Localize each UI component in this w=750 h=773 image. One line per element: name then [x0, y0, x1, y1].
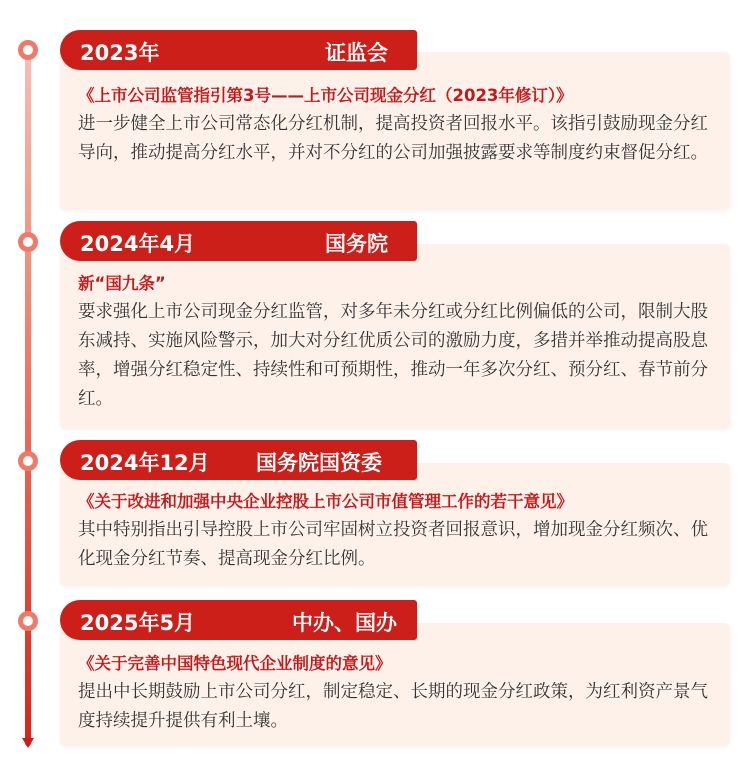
timeline-dot-icon	[18, 451, 38, 471]
entry-doc-title: 《上市公司监管指引第3号——上市公司现金分红（2023年修订）》	[78, 86, 573, 105]
entry-description: 进一步健全上市公司常态化分红机制，提高投资者回报水平。该指引鼓励现金分红导向，推动提高分红水平，并对不分红的公司加强披露要求等制度约束督促分红。	[78, 114, 708, 163]
entry-org: 证监会	[325, 41, 388, 65]
entry-banner	[60, 440, 417, 480]
entry-doc-title: 新“国九条”	[78, 274, 166, 293]
entry-date: 2023年	[80, 41, 160, 65]
timeline-line	[25, 40, 31, 746]
entry-description: 要求强化上市公司现金分红监管，对多年未分红或分红比例偏低的公司，限制大股东减持、实施风险警示，加大对分红优质公司的激励力度，多措并举推动提高股息率，增强分红稳定性、持续性和可预期性，推动一年多次分红、预分红、春节前分红。	[78, 302, 708, 409]
timeline-dot-icon	[18, 611, 38, 631]
entry-date: 2024年4月	[80, 232, 196, 256]
entry-banner	[60, 221, 417, 261]
timeline-dot-icon	[18, 232, 38, 252]
timeline-dot-icon	[18, 40, 38, 60]
entry-doc-title: 《关于改进和加强中央企业控股上市公司市值管理工作的若干意见》	[78, 492, 573, 511]
entry-org: 国务院国资委	[256, 451, 382, 475]
entry-banner	[60, 600, 417, 640]
entry-doc-title: 《关于完善中国特色现代企业制度的意见》	[78, 654, 392, 673]
timeline-arrow-icon	[22, 738, 34, 748]
entry-description: 提出中长期鼓励上市公司分红，制定稳定、长期的现金分红政策，为红利资产景气度持续提升提供有利土壤。	[78, 682, 708, 731]
entry-description: 其中特别指出引导控股上市公司牢固树立投资者回报意识，增加现金分红频次、优化现金分红节奏、提高现金分红比例。	[78, 520, 708, 569]
entry-date: 2024年12月	[80, 451, 210, 475]
entry-org: 中办、国办	[292, 611, 397, 635]
entry-date: 2025年5月	[80, 611, 196, 635]
entry-org: 国务院	[325, 232, 388, 256]
entry-banner	[60, 30, 417, 70]
